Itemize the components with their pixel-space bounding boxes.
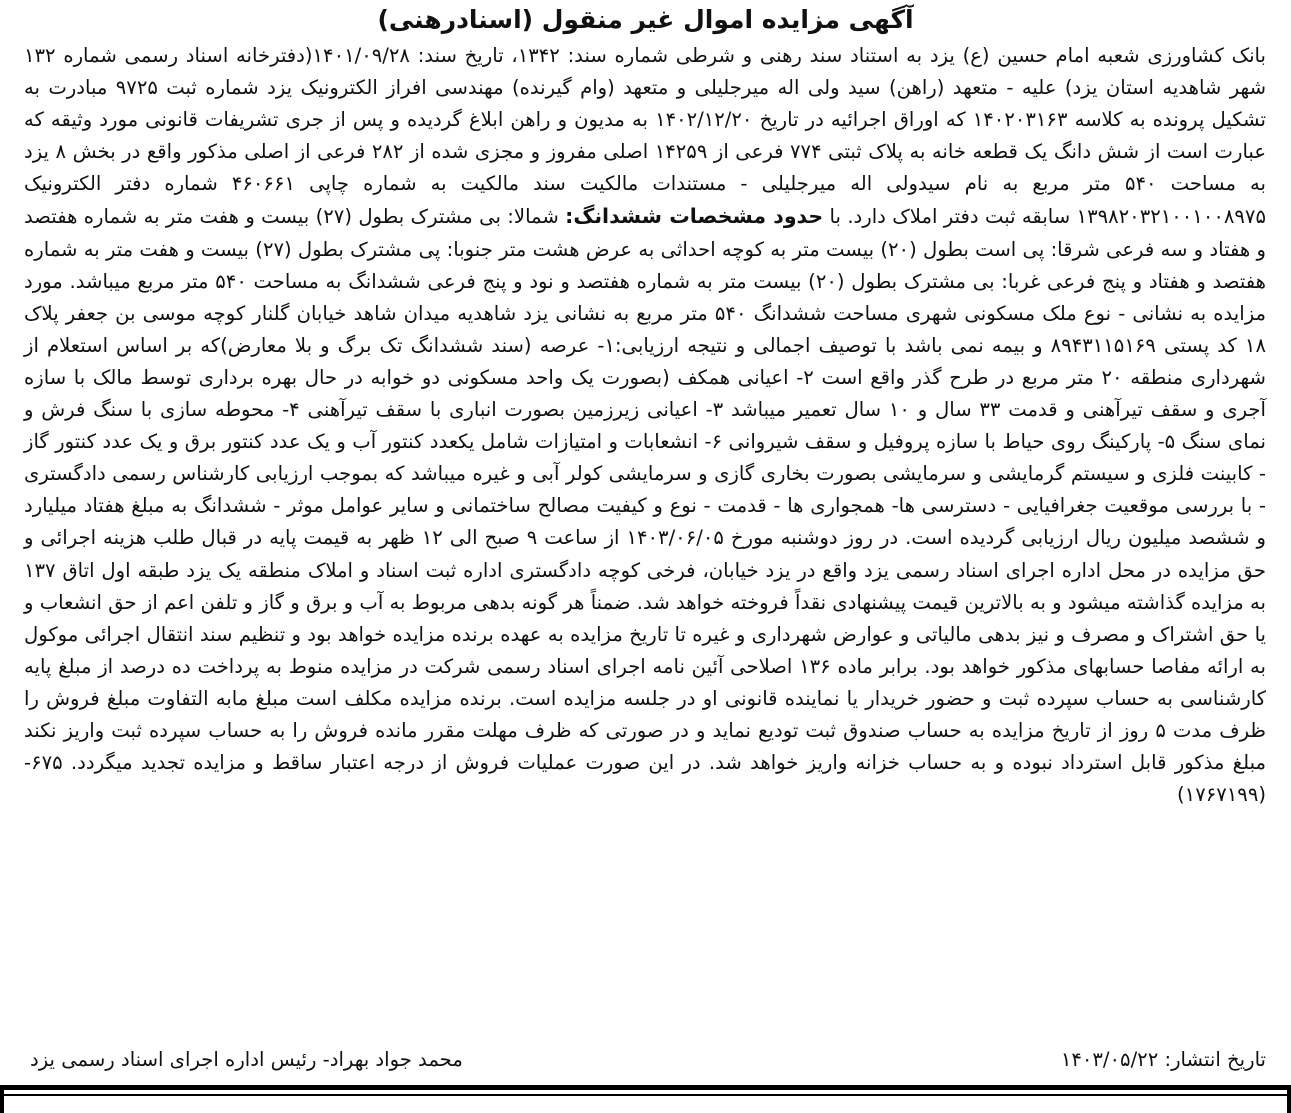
notice-body-part2: شمالا: بی مشترک بطول (۲۷) بیست و هفت متر به شماره هفتصد و هفتاد و سه فرعی شرقا: پی است بطول (۲۰) بیست متر به کوچه احداثی به عرض هشت متر جنوبا: پی مشترک بطول (۲۷) بیست و هفت متر به شماره هفتصد و هفتاد و پنج فرعی غربا: بی مشترک بطول (۲۰) بیست متر به شماره هفتصد و نود و پنج فرعی ششدانگ به مساحت ۵۴۰ متر مربع میباشد. مورد مزایده به نشانی - نوع ملک مسکونی شهری مساحت ششدانگ ۵۴۰ متر مربع به نشانی یزد شاهدیه میدان شاهد خیابان گلنار کوچه موسی بن جعفر پلاک ۱۸ کد پستی ۸۹۴۳۱۱۵۱۶۹ و بیمه نمی باشد با توصیف اجمالی و نتیجه ارزیابی:۱- عرصه (سند ششدانگ تک برگ و بلا معارض)که بر اساس استعلام از شهرداری منطقه ۲۰ متر مربع در طرح گذر واقع است ۲- اعیانی همکف (بصورت یک واحد مسکونی دو خوابه در حال بهره برداری توسط مالک با سازه آجری و سقف تیرآهنی و قدمت ۳۳ سال و ۱۰ سال تعمیر میباشد ۳- اعیانی زیرزمین بصورت انباری با سقف تیرآهنی ۴- محوطه سازی با سنگ فرش و نمای سنگ ۵- پارکینگ روی حیاط با سازه پروفیل و سقف شیروانی ۶- انشعابات و امتیازات شامل یکعدد کنتور آب و یک عدد کنتور برق و یک عدد کنتور گاز - کابینت فلزی و سیستم گرمایشی و سرمایشی بصورت بخاری گازی و سرمایشی کولر آبی و غیره میباشد که بموجب ارزیابی کارشناس رسمی دادگستری - با بررسی موقعیت جغرافیایی - دسترسی ها- همجواری ها - قدمت - نوع و کیفیت مصالح ساختمانی و سایر عوامل موثر - ششدانگ به مبلغ هفتاد میلیارد و ششصد میلیون ریال ارزیابی گردیده است. در روز دوشنبه مورخ ۱۴۰۳/۰۶/۰۵ از ساعت ۹ صبح الی ۱۲ ظهر به قیمت پایه در قبال طلب هزینه اجرائی و حق مزایده در محل اداره اجرای اسناد رسمی یزد واقع در یزد خیابان، فرخی کوچه دادگستری اداره ثبت اسناد و املاک منطقه یک یزد طبقه اول اتاق ۱۳۷ به مزایده گذاشته میشود و به بالاترین قیمت پیشنهادی نقداً فروخته خواهد شد. ضمناً هر گونه بدهی مربوط به آب و برق و گاز و تلفن اعم از حق انشعاب و یا حق اشتراک و مصرف و نیز بدهی مالیاتی و عوارض شهرداری و غیره تا تاریخ مزایده به عهده برنده مزایده خواهد بود و تنظیم سند انتقال اجرائی موکول به ارائه مفاصا حسابهای مذکور خواهد بود. برابر ماده ۱۳۶ اصلاحی آئین نامه اجرای اسناد رسمی شرکت در مزایده منوط به پرداخت ده درصد از مبلغ پایه کارشناسی به حساب سپرده ثبت و حضور خریدار یا نماینده قانونی او در جلسه مزایده است. برنده مزایده مکلف است مبلغ مابه التفاوت مبلغ فروش را ظرف مدت ۵ روز از تاریخ مزایده به حساب صندوق ثبت تودیع نماید و در صورتی که ظرف مهلت مقرر مانده فروش را به حساب سپرده ثبت واریز نکند مبلغ مذکور قابل استرداد نبوده و به حساب خزانه واریز خواهد شد. در این صورت عملیات فروش از درجه اعتبار ساقط و مزایده تجدید میگردد. ۶۷۵-(۱۷۶۷۱۹۹) (24, 205, 1267, 807)
boundaries-heading: حدود مشخصات ششدانگ: (565, 204, 824, 229)
bottom-border-thin (0, 1094, 1291, 1096)
frame-right-edge (1287, 1090, 1291, 1113)
notice-body-part1: بانک کشاورزی شعبه امام حسین (ع) یزد به استناد سند رهنی و شرطی شماره سند: ۱۳۴۲، تاریخ سند: ۱۴۰۱/۰۹/۲۸(دفترخانه اسناد رسمی شماره ۱۳۲ شهر شاهدیه استان یزد) علیه - متعهد (راهن) سید ولی اله میرجلیلی و متعهد (وام گیرنده) مهندسی افراز الکترونیک یزد شماره ثبت ۹۷۲۵ مبادرت به تشکیل پرونده به کلاسه ۱۴۰۲۰۳۱۶۳ که اوراق اجرائیه در تاریخ ۱۴۰۲/۱۲/۲۰ به مدیون و راهن ابلاغ گردیده و پس از جری تشریفات قانونی مورد وثیقه که عبارت است از شش دانگ یک قطعه خانه به پلاک ثبتی ۷۷۴ فرعی از ۱۴۲۵۹ اصلی مفروز و مجزی شده از ۲۸۲ فرعی از اصلی مذکور واقع در بخش ۸ یزد به مساحت ۵۴۰ متر مربع به نام سیدولی اله میرجلیلی - مستندات مالکیت سند مالکیت به شماره چاپی ۴۶۰۶۶۱ شماره دفتر الکترونیک ۱۳۹۸۲۰۳۲۱۰۰۱۰۰۸۹۷۵ سابقه ثبت دفتر املاک دارد. با (24, 44, 1267, 229)
publish-date: تاریخ انتشار: ۱۴۰۳/۰۵/۲۲ (1060, 1048, 1266, 1071)
notice-title: آگهی مزایده اموال غیر منقول (اسنادرهنی) (377, 5, 914, 34)
bottom-border-thick (0, 1085, 1291, 1090)
frame-left-edge (0, 1090, 4, 1113)
notice-body (24, 40, 1266, 811)
signatory: محمد جواد بهراد- رئیس اداره اجرای اسناد رسمی یزد (30, 1048, 463, 1071)
signature-line (24, 1044, 1266, 1076)
